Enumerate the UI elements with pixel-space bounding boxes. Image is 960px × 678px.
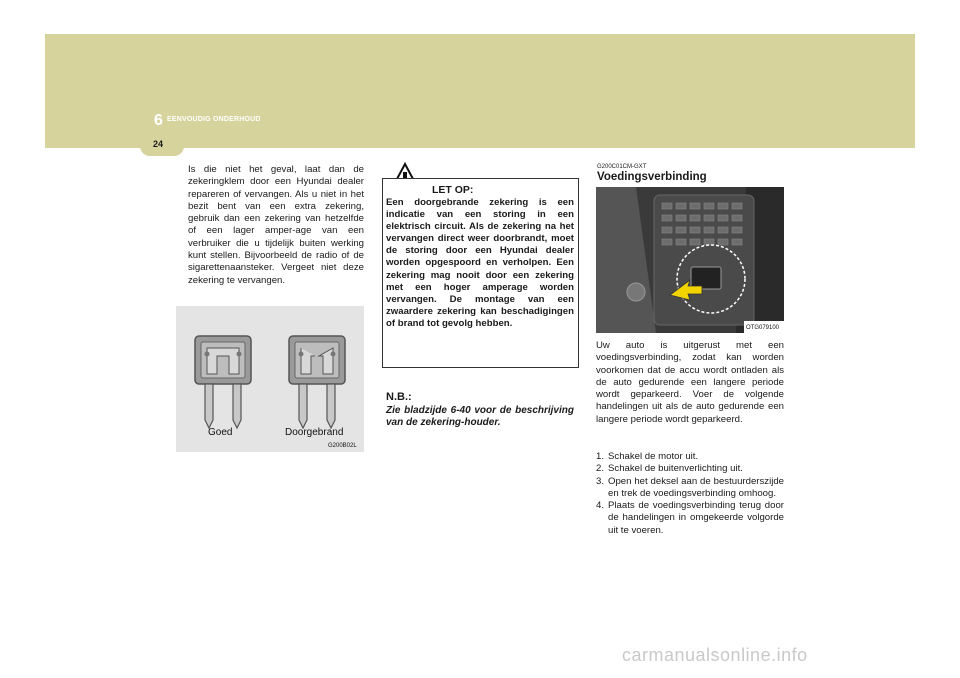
step-number: 3. [596,475,605,487]
list-item [596,500,784,537]
intro-paragraph: Is die niet het geval, laat dan de zekeringklem door een Hyundai dealer repareren of vervangen. Als u niet in het bezit bent van een extra zekering, gebruik dan een zekering van hetzelfde of een lager amper-age van een verbruiker die u tijdelijk buiten werking kunt stellen. Bijvoorbeeld de radio of de sigarettenaansteker. Vergeet niet deze zekering te vervangen. [188,164,364,286]
good-fuse-label: Goed [208,427,233,438]
step-text: Open het deksel aan de bestuurderszijde en trek de voedingsverbinding omhoog. [608,475,784,499]
note-title: N.B.: [386,391,412,403]
caution-title: LET OP: [432,184,474,196]
watermark: carmanualsonline.info [622,645,808,665]
list-item [596,476,784,501]
section-paragraph: Uw auto is uitgerust met een voedingsverbinding, zodat kan worden voorkomen dat de accu wordt ontladen als de auto gedurende een langere periode wordt geparkeerd. Voer de volgende handelingen uit als de auto gedurende een langere periode wordt geparkeerd. [596,340,784,425]
chapter-title: EENVOUDIG ONDERHOUD [167,116,261,123]
header-band [45,34,915,148]
page-number: 24 [153,139,164,149]
section-code: G200C01CM-GXT [597,164,647,170]
figure-code: G200B02L [328,443,357,449]
good-fuse-icon [193,334,253,434]
fuse-figure [176,306,364,452]
step-number: 4. [596,500,605,512]
blown-fuse-icon [287,334,347,434]
steps-list [596,451,784,537]
caution-text: Een doorgebrande zekering is een indicatie van een storing in een elektrisch circuit. Als de zekering na het vervangen direct weer doorbrandt, moet de storing door een Hyundai dealer worden opgespoord en verholpen. Een zekering mag nooit door een zekering met een hoger amperage worden vervangen. De montage van een zwaardere zekering kan beschadigingen of brand tot gevolg hebben. [386,197,574,329]
step-text: Plaats de voedingsverbinding terug door de handelingen in omgekeerde volgorde uit te voeren. [608,500,784,536]
list-item [596,451,784,463]
blown-fuse-label: Doorgebrand [285,427,344,438]
step-text: Schakel de motor uit. [608,451,699,462]
power-connector-photo [596,187,784,333]
step-number: 1. [596,451,605,462]
step-text: Schakel de buitenverlichting uit. [608,463,743,475]
list-item [596,463,784,475]
photo-code: OTG079100 [746,325,780,331]
note-text: Zie bladzijde 6-40 voor de beschrijving van de zekering-houder. [386,405,574,429]
step-number: 2. [596,463,605,475]
chapter-number: 6 [154,112,163,129]
section-title: Voedingsverbinding [597,171,707,183]
